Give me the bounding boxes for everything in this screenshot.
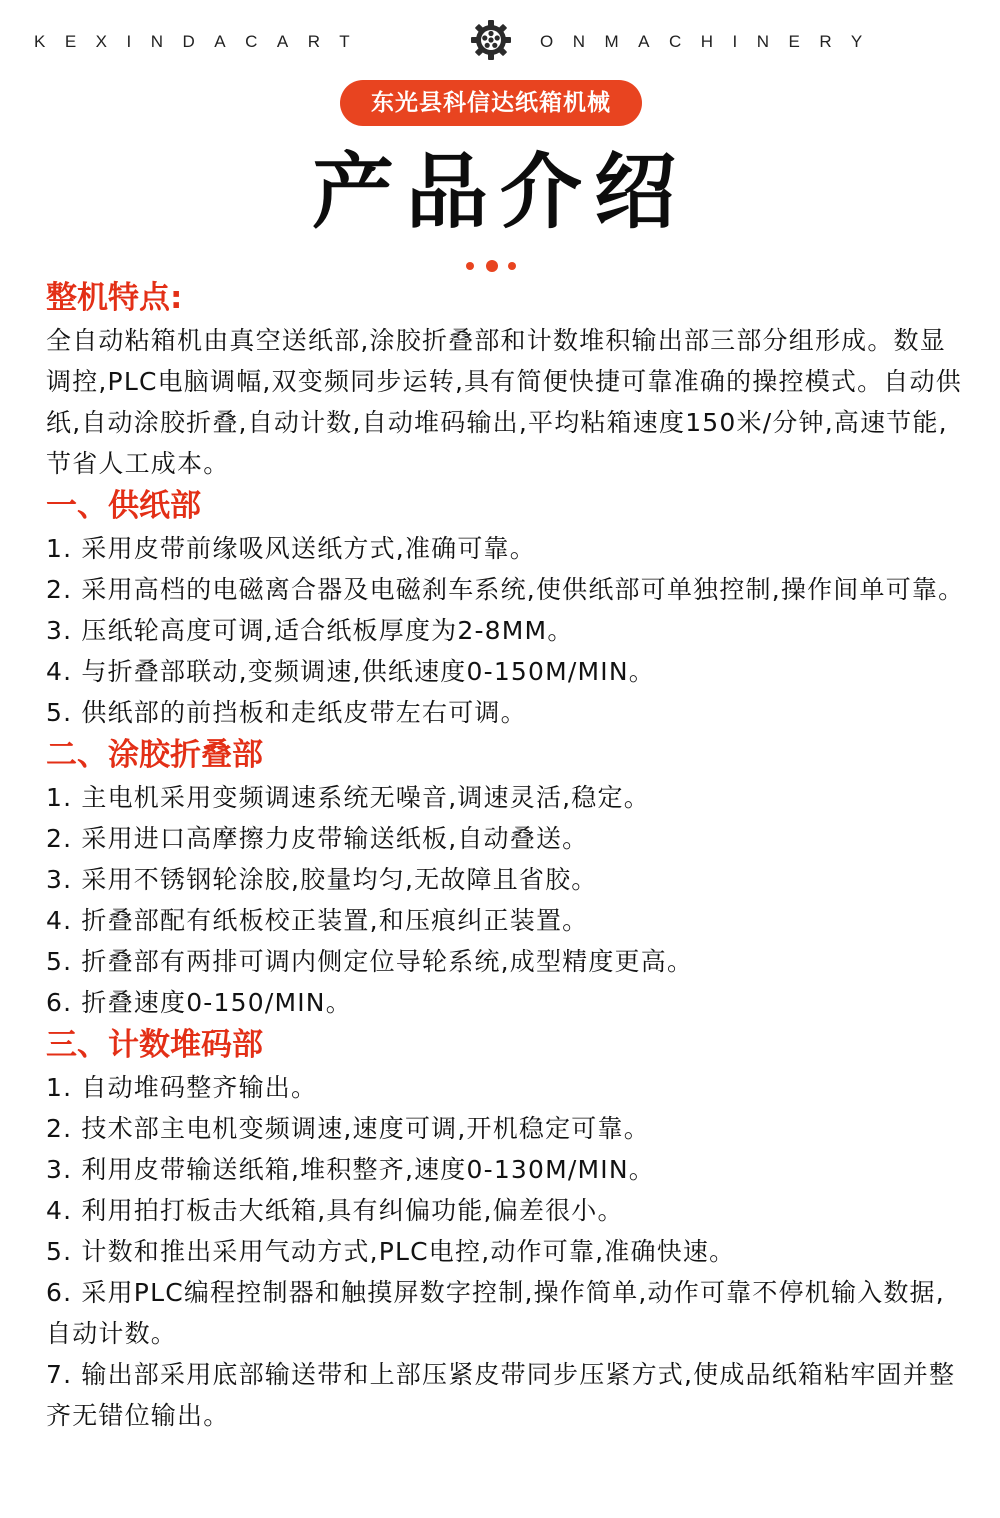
brand-header — [0, 18, 1000, 70]
section-feeder — [46, 484, 966, 733]
section-counting-stacking — [46, 1023, 966, 1436]
list-item: 4. 利用拍打板击大纸箱,具有纠偏功能,偏差很小。 — [46, 1196, 624, 1225]
list-item: 3. 利用皮带输送纸箱,堆积整齐,速度0-130M/MIN。 — [46, 1155, 655, 1184]
list-item: 5. 折叠部有两排可调内侧定位导轮系统,成型精度更高。 — [46, 947, 694, 976]
section-heading: 二、涂胶折叠部 — [46, 737, 263, 773]
section-gluing-folding — [46, 733, 966, 1023]
dot-right — [508, 262, 516, 270]
list-item: 2. 采用进口高摩擦力皮带输送纸板,自动叠送。 — [46, 824, 589, 853]
brand-text-right: ONMACHINERY — [540, 32, 882, 51]
brand-text-left: KEXINDACART — [34, 32, 370, 51]
list-item: 4. 与折叠部联动,变频调速,供纸速度0-150M/MIN。 — [46, 657, 655, 686]
list-item: 6. 采用PLC编程控制器和触摸屏数字控制,操作简单,动作可靠不停机输入数据,自动计数。 — [46, 1278, 945, 1348]
intro-text: 全自动粘箱机由真空送纸部,涂胶折叠部和计数堆积输出部三部分组形成。数显调控,PLC电脑调幅,双变频同步运转,具有简便快捷可靠准确的操控模式。自动供纸,自动涂胶折叠,自动计数,自动堆码输出,平均粘箱速度150米/分钟,高速节能,节省人工成本。 — [46, 326, 962, 478]
list-item: 1. 采用皮带前缘吸风送纸方式,准确可靠。 — [46, 534, 536, 563]
company-badge: 东光县科信达纸箱机械 — [340, 80, 642, 126]
decorative-dots — [466, 259, 522, 273]
content-body — [46, 276, 966, 1436]
dot-left — [466, 262, 474, 270]
list-item: 5. 供纸部的前挡板和走纸皮带左右可调。 — [46, 698, 527, 727]
list-item: 2. 技术部主电机变频调速,速度可调,开机稳定可靠。 — [46, 1114, 650, 1143]
list-item: 3. 采用不锈钢轮涂胶,胶量均匀,无故障且省胶。 — [46, 865, 598, 894]
list-item: 6. 折叠速度0-150/MIN。 — [46, 988, 352, 1017]
page-title: 产品介绍 — [311, 145, 688, 240]
list-item: 2. 采用高档的电磁离合器及电磁刹车系统,使供纸部可单独控制,操作间单可靠。 — [46, 575, 965, 604]
gear-icon — [469, 18, 513, 62]
list-item: 3. 压纸轮高度可调,适合纸板厚度为2-8MM。 — [46, 616, 574, 645]
list-item: 1. 主电机采用变频调速系统无噪音,调速灵活,稳定。 — [46, 783, 650, 812]
intro-heading: 整机特点: — [46, 280, 183, 316]
list-item: 5. 计数和推出采用气动方式,PLC电控,动作可靠,准确快速。 — [46, 1237, 736, 1266]
list-item: 7. 输出部采用底部输送带和上部压紧皮带同步压紧方式,使成品纸箱粘牢固并整齐无错位输出。 — [46, 1360, 956, 1430]
dot-center — [486, 260, 498, 272]
section-heading: 三、计数堆码部 — [46, 1027, 263, 1063]
list-item: 1. 自动堆码整齐输出。 — [46, 1073, 318, 1102]
section-heading: 一、供纸部 — [46, 488, 201, 524]
list-item: 4. 折叠部配有纸板校正装置,和压痕纠正装置。 — [46, 906, 589, 935]
